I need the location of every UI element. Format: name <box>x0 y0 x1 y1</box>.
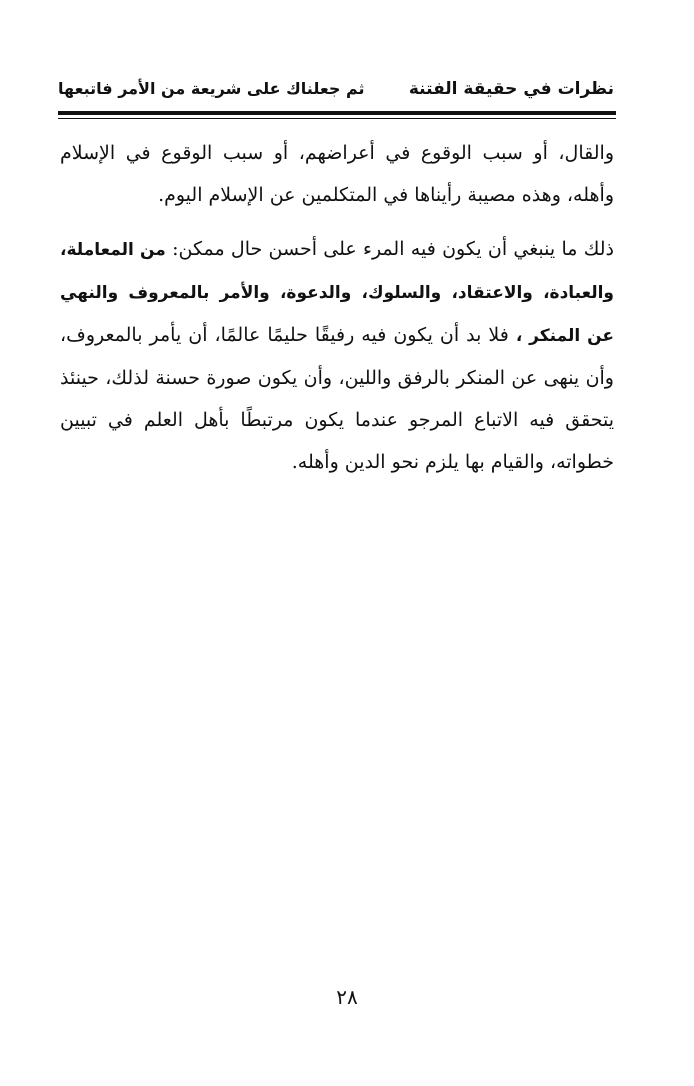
paragraph-2-intro: ذلك ما ينبغي أن يكون فيه المرء على أحسن حال ممكن: <box>165 238 614 260</box>
header-rule-thin <box>58 118 616 119</box>
paragraph-2-bold: من المعاملة، والعبادة، والاعتقاد، والسلوك، والدعوة، والأمر بالمعروف والنهي عن المنكر ، <box>60 240 614 346</box>
running-header <box>58 74 614 104</box>
paragraph-2 <box>60 228 614 483</box>
paragraph-1: والقال، أو سبب الوقوع في أعراضهم، أو سبب الوقوع في الإسلام وأهله، وهذه مصيبة رأيناها في المتكلمين عن الإسلام اليوم. <box>60 142 614 206</box>
page-number: ٢٨ <box>336 985 358 1009</box>
page-body <box>60 132 614 495</box>
book-title: نظرات في حقيقة الفتنة <box>408 79 614 99</box>
paragraph-2-rest: فلا بد أن يكون فيه رفيقًا حليمًا عالمًا، أن يأمر بالمعروف، وأن ينهى عن المنكر بالرفق واللين، وأن يكون صورة حسنة لذلك، حينئذ يتحقق فيه الاتباع المرجو عندما يكون مرتبطًا بأهل العلم في تبيين خطواته، والقيام بها يلزم نحو الدين وأهله. <box>60 324 614 473</box>
header-rule-thick <box>58 111 616 115</box>
chapter-title: ثم جعلناك على شريعة من الأمر فاتبعها <box>58 79 365 98</box>
